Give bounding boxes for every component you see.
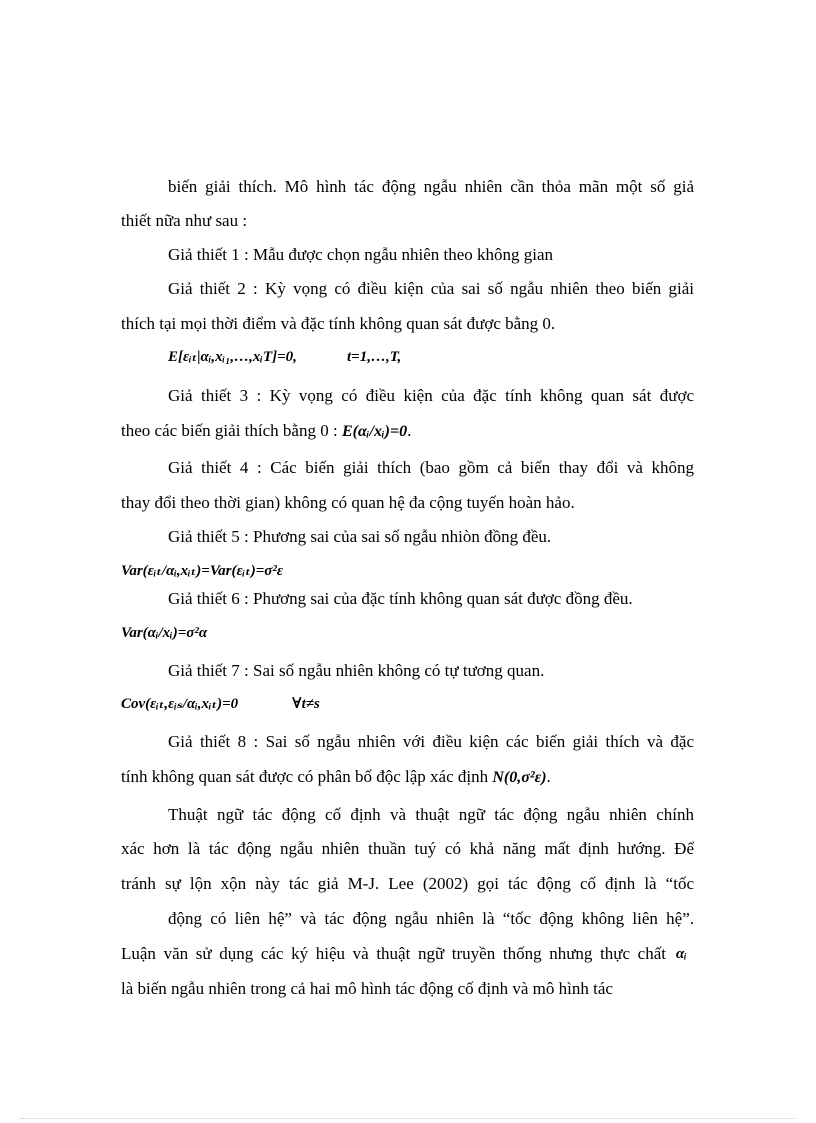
formula-gt7-condition: ∀t≠s (292, 696, 320, 712)
assumption-8-text: tính không quan sát được có phân bố độc lập xác định (121, 767, 489, 786)
assumption-2-line2: thích tại mọi thời điểm và đặc tính không quan sát được bằng 0. (121, 314, 556, 333)
formula-gt8-end: . (546, 767, 551, 786)
paragraph-line: biến giải thích. Mô hình tác động ngẫu nhiên cần thỏa mãn một số giả (168, 177, 694, 196)
formula-gt5: Var(εᵢₜ/αᵢ,xᵢₜ)=Var(εᵢₜ)=σ²ε (121, 563, 284, 579)
assumption-4-line2: thay đổi theo thời gian) không có quan hệ đa cộng tuyến hoàn hảo. (121, 493, 575, 512)
assumption-3-line2 (121, 420, 411, 443)
formula-gt8: N(0,σ²ε) (492, 769, 547, 786)
paragraph-line: động có liên hệ” và tác động ngẫu nhiên là “tốc động không liên hệ”. (168, 909, 694, 928)
assumption-4-line1: Giả thiết 4 : Các biến giải thích (bao gồm cả biến thay đổi và không (168, 458, 694, 477)
assumption-1: Giả thiết 1 : Mẫu được chọn ngẫu nhiên theo không gian (168, 245, 554, 264)
paragraph-line: tránh sự lộn xộn này tác giả M-J. Lee (2002) gọi tác động cố định là “tốc (121, 874, 694, 893)
paragraph-line: là biến ngẫu nhiên trong cả hai mô hình tác động cố định và mô hình tác (121, 979, 613, 998)
formula-gt7: Cov(εᵢₜ,εᵢₛ/αᵢ,xᵢₜ)=0 (121, 696, 239, 712)
paragraph-line: Luận văn sử dụng các ký hiệu và thuật ngữ truyền thống nhưng thực chất (121, 944, 666, 963)
assumption-5: Giả thiết 5 : Phương sai của sai số ngẫu nhiòn đồng đều. (168, 527, 552, 546)
formula-gt2-range: t=1,…,T, (347, 349, 402, 365)
assumption-6: Giả thiết 6 : Phương sai của đặc tính không quan sát được đồng đều. (168, 589, 633, 608)
paragraph-line: thiết nữa như sau : (121, 211, 248, 230)
page-bottom-border (20, 1118, 796, 1119)
assumption-3-text: theo các biến giải thích bằng 0 : (121, 421, 338, 440)
formula-alpha: αᵢ (676, 946, 687, 962)
assumption-3-line1: Giả thiết 3 : Kỳ vọng có điều kiện của đặc tính không quan sát được (168, 386, 694, 405)
assumption-8-line2 (121, 766, 551, 789)
formula-gt3: E(αᵢ/xᵢ)=0 (341, 423, 408, 440)
paragraph-line: Thuật ngữ tác động cố định và thuật ngữ tác động ngẫu nhiên chính (168, 805, 694, 824)
assumption-7: Giả thiết 7 : Sai số ngẫu nhiên không có tự tương quan. (168, 661, 545, 680)
paragraph-line: xác hơn là tác động ngẫu nhiên thuần tuý có khả năng mất định hướng. Để (121, 839, 694, 858)
formula-gt6: Var(αᵢ/xᵢ)=σ²α (121, 625, 208, 641)
assumption-2-line1: Giả thiết 2 : Kỳ vọng có điều kiện của sai số ngẫu nhiên theo biến giải (168, 279, 694, 298)
formula-gt3-end: . (407, 421, 412, 440)
formula-gt2: E[εᵢₜ|αᵢ,xᵢ₁,…,xᵢT]=0, (168, 349, 297, 365)
assumption-8-line1: Giả thiết 8 : Sai số ngẫu nhiên với điều kiện các biến giải thích và đặc (168, 732, 694, 751)
